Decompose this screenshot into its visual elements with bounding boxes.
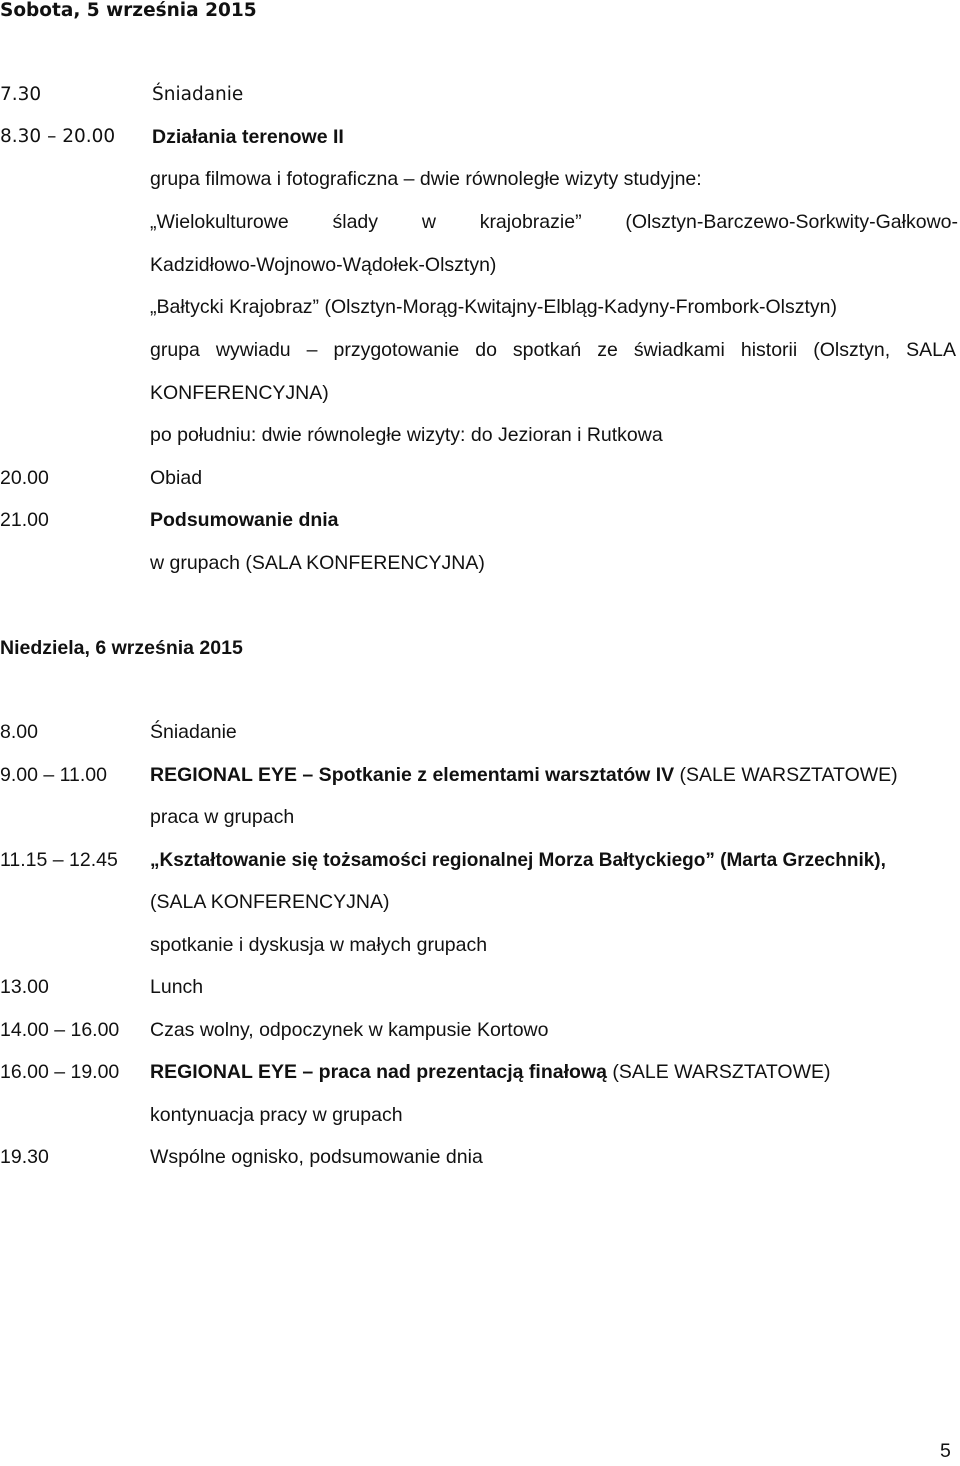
event-breakfast-sat: Śniadanie xyxy=(152,84,244,105)
event-regional-eye-workshop-title: REGIONAL EYE – Spotkanie z elementami warsztatów IV xyxy=(150,764,675,786)
time-0800: 8.00 xyxy=(0,721,38,743)
event-bonfire: Wspólne ognisko, podsumowanie dnia xyxy=(150,1146,483,1168)
event-lunch: Lunch xyxy=(150,976,204,998)
event-line-groups-room: w grupach (SALA KONFERENCYJNA) xyxy=(150,552,485,574)
time-0830-2000: 8.30 – 20.00 xyxy=(0,126,116,147)
event-day-summary: Podsumowanie dnia xyxy=(150,509,339,531)
event-line-multicultural-route-cont: Kadzidłowo-Wojnowo-Wądołek-Olsztyn) xyxy=(150,254,497,276)
event-breakfast-sun: Śniadanie xyxy=(150,721,237,743)
event-line-interview-group: grupa wywiadu – przygotowanie do spotkań ze świadkami historii (Olsztyn, SALA xyxy=(150,339,956,361)
event-regional-eye-workshop xyxy=(150,766,898,786)
event-line-interview-room: KONFERENCYJNA) xyxy=(150,382,329,404)
page-number: 5 xyxy=(940,1440,951,1462)
day-heading-sunday: Niedziela, 6 września 2015 xyxy=(0,637,243,659)
event-free-time: Czas wolny, odpoczynek w kampusie Kortowo xyxy=(150,1019,549,1041)
event-line-baltic-landscape: „Bałtycki Krajobraz” (Olsztyn-Morąg-Kwitajny-Elbląg-Kadyny-Frombork-Olsztyn) xyxy=(150,296,837,318)
time-1400-1600: 14.00 – 16.00 xyxy=(0,1019,120,1041)
event-line-continue-groups: kontynuacja pracy w grupach xyxy=(150,1104,403,1126)
time-1930: 19.30 xyxy=(0,1146,49,1168)
event-line-lecture-room: (SALA KONFERENCYJNA) xyxy=(150,891,390,913)
event-regional-eye-workshop-room: (SALE WARSZTATOWE) xyxy=(674,764,898,786)
event-line-film-group: grupa filmowa i fotograficzna – dwie równoległe wizyty studyjne: xyxy=(150,168,702,190)
event-line-multicultural-route: „Wielokulturowe ślady w krajobrazie” (Olsztyn-Barczewo-Sorkwity-Gałkowo- xyxy=(150,211,958,233)
day-heading-saturday: Sobota, 5 września 2015 xyxy=(0,0,257,21)
time-1300: 13.00 xyxy=(0,976,49,998)
event-dinner: Obiad xyxy=(150,467,203,489)
event-final-presentation xyxy=(150,1063,831,1083)
time-1600-1900: 16.00 – 19.00 xyxy=(0,1061,120,1083)
time-1115-1245: 11.15 – 12.45 xyxy=(0,849,118,871)
event-final-presentation-title: REGIONAL EYE – praca nad prezentacją finałową xyxy=(150,1061,607,1083)
time-2100: 21.00 xyxy=(0,509,49,531)
event-identity-lecture: „Kształtowanie się tożsamości regionalnej Morza Bałtyckiego” (Marta Grzechnik), xyxy=(150,850,886,871)
event-final-presentation-room: (SALE WARSZTATOWE) xyxy=(606,1061,831,1083)
event-field-activities: Działania terenowe II xyxy=(152,126,344,148)
time-0900-1100: 9.00 – 11.00 xyxy=(0,764,107,786)
event-line-group-work: praca w grupach xyxy=(150,806,295,828)
time-0730: 7.30 xyxy=(0,84,42,105)
time-2000: 20.00 xyxy=(0,467,49,489)
event-line-discussion: spotkanie i dyskusja w małych grupach xyxy=(150,934,488,956)
event-line-afternoon-visits: po południu: dwie równoległe wizyty: do Jezioran i Rutkowa xyxy=(150,424,663,446)
